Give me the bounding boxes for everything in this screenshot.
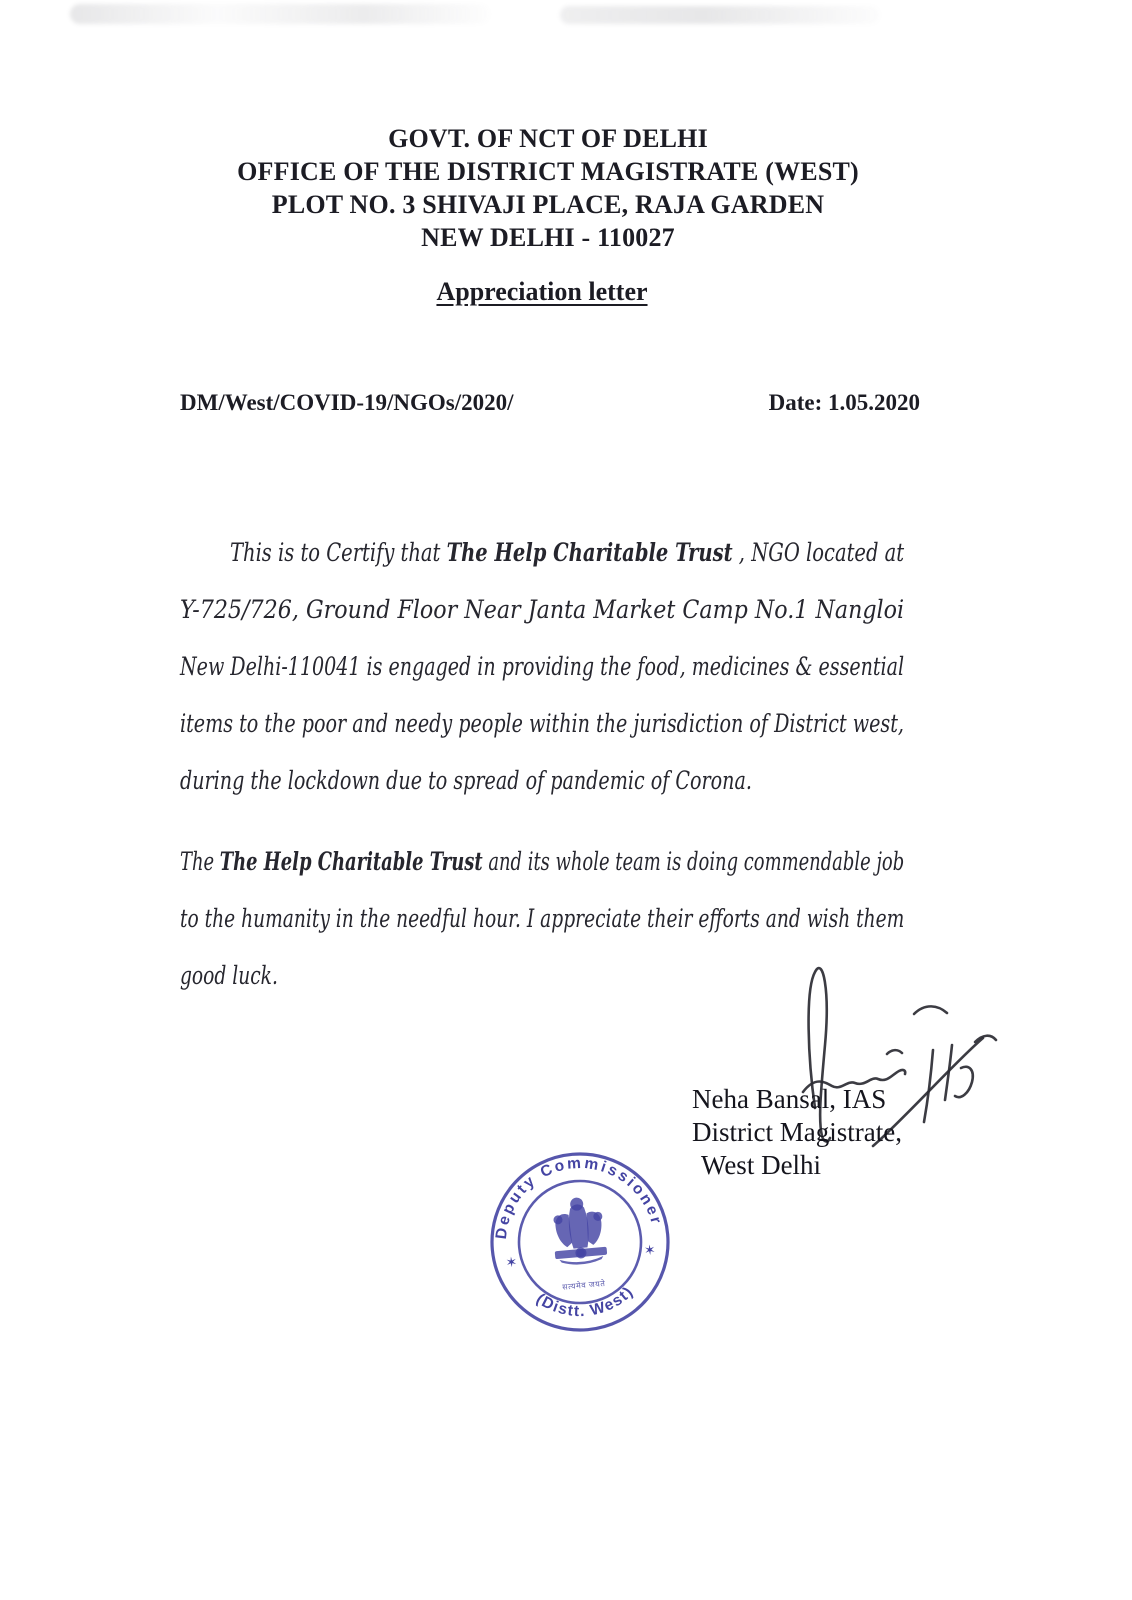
body-paragraph [180, 524, 904, 809]
ashoka-lion-capital-emblem [550, 1195, 608, 1266]
date-text: Date: 1.05.2020 [768, 390, 920, 415]
letterhead-line-office: OFFICE OF THE DISTRICT MAGISTRATE (WEST) [237, 157, 859, 186]
body-text-segment: New Delhi-110041 is engaged in providing the food, medicines & essential [180, 652, 905, 681]
letterhead [0, 122, 1096, 254]
signatory-location: West Delhi [701, 1150, 822, 1180]
body-line [180, 752, 904, 809]
stamp-motto-text: सत्यमेव जयते [561, 1278, 606, 1292]
reference-number: DM/West/COVID-19/NGOs/2020/ [180, 390, 514, 415]
organization-name-text: The Help Charitable Trust [219, 847, 483, 876]
body-text-segment: during the lockdown due to spread of pandemic of Corona. [180, 766, 752, 795]
document-title-text: Appreciation letter [436, 277, 648, 306]
signature-stroke [914, 1006, 947, 1014]
letterhead-line-address: PLOT NO. 3 SHIVAJI PLACE, RAJA GARDEN [271, 190, 825, 219]
body-line [180, 833, 904, 890]
scan-smudge-artifact [560, 6, 880, 24]
body-text-segment: The [180, 847, 220, 876]
letterhead-line-govt: GOVT. OF NCT OF DELHI [388, 124, 708, 153]
letter-body [180, 524, 904, 1004]
body-line [180, 695, 904, 752]
signatory-designation: District Magistrate, [692, 1117, 902, 1147]
body-text-segment: This is to Certify that [230, 538, 447, 567]
body-line [180, 638, 904, 695]
body-text-segment: good luck. [180, 961, 278, 990]
star-icon: ✶ [504, 1255, 518, 1272]
organization-name-text: The Help Charitable Trust [446, 538, 733, 567]
signature-stroke [887, 1050, 902, 1054]
body-text-segment: , NGO located at [732, 538, 905, 567]
body-line [180, 581, 904, 638]
star-icon: ✶ [643, 1243, 657, 1260]
official-round-stamp [480, 1142, 680, 1342]
document-title [0, 277, 1084, 307]
body-text-segment: items to the poor and needy people within the jurisdiction of District west, [180, 709, 904, 738]
stamp-arc-text-top: Deputy Commissioner [492, 1154, 666, 1241]
body-text-segment: Y-725/726, Ground Floor Near Janta Market Camp No.1 Nangloi [180, 595, 905, 624]
reference-row [180, 390, 920, 416]
signature-block [692, 1083, 1012, 1182]
stamp-arc-text-bottom: (Distt. West) [533, 1283, 638, 1321]
body-text-segment: and its whole team is doing commendable job [482, 847, 905, 876]
signatory-name: Neha Bansal, IAS [692, 1084, 887, 1114]
body-text-segment: to the humanity in the needful hour. I appreciate their efforts and wish them [180, 904, 905, 933]
body-line [180, 524, 904, 581]
body-line [180, 890, 904, 947]
scan-smudge-artifact [70, 4, 490, 24]
letterhead-line-city: NEW DELHI - 110027 [421, 223, 675, 252]
